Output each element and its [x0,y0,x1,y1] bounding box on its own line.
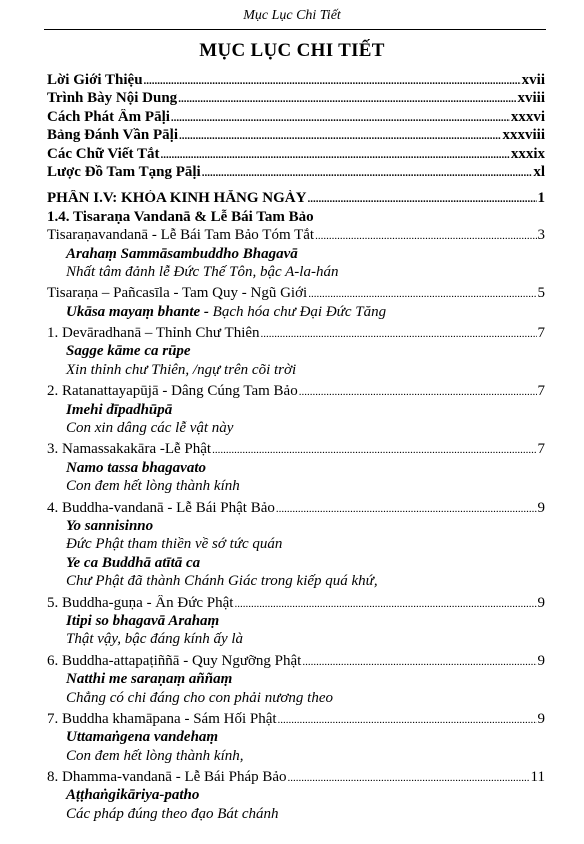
toc-front-item[interactable] [47,146,545,164]
toc-entry-label: 3. Namassakakāra -Lễ Phật [47,441,212,458]
header-rule [44,29,546,30]
toc-subentry-viet: Con xin dâng các lễ vật này [66,420,234,437]
table-of-contents [47,72,545,827]
toc-leader-dots [302,653,536,670]
toc-leader-dots [276,500,537,517]
toc-entry-page: xxxviii [502,127,545,144]
toc-entry-label: 5. Buddha-guṇa - Ân Đức Phật [47,594,234,611]
toc-entry-label: 6. Buddha-attapaṭiññā - Quy Ngưỡng Phật [47,652,302,669]
pali-text: Ukāsa mayaṃ bhante - [66,303,213,320]
toc-subentry-pali: Namo tassa bhagavato [66,459,207,476]
toc-subentry-pali: Imehi dīpadhūpā [66,401,173,418]
toc-subentry-viet: Nhất tâm đảnh lễ Đức Thế Tôn, bậc A-la-hán [66,263,339,280]
toc-entry-label: 8. Dhamma-vandanā - Lễ Bái Pháp Bảo [47,769,287,786]
toc-entry-page: 9 [537,499,545,516]
toc-entry[interactable] [47,285,545,303]
toc-front-item[interactable] [47,164,545,182]
toc-subentry-viet: Xin thỉnh chư Thiên, /ngự trên cõi trời [66,361,297,378]
toc-subentry-pali: Uttamaṅgena vandehaṃ [66,729,219,746]
toc-subentry-viet: Con đem hết lòng thành kính [66,478,240,495]
toc-leader-dots [315,227,536,244]
toc-subentry-pali: Aṭṭhaṅgikāriya-patho [66,787,200,804]
toc-entry-label: Cách Phát Âm Pāḷi [47,108,170,125]
toc-subentry-pali: Yo sannisinno [66,517,154,534]
toc-subentry-viet: Các pháp đúng theo đạo Bát chánh [66,805,279,822]
toc-entry-label: Lược Đồ Tam Tạng Pāḷi [47,163,201,180]
toc-entry-label: 7. Buddha khamāpana - Sám Hối Phật [47,710,277,727]
toc-entry-label: 4. Buddha-vandanā - Lễ Bái Phật Bảo [47,499,275,516]
toc-subentry-viet: Thật vậy, bậc đáng kính ấy là [66,631,244,648]
toc-entry[interactable] [47,227,545,245]
toc-section-heading[interactable] [47,209,545,227]
toc-subentry-viet: Đức Phật tham thiền về sớ tức quán [66,536,283,553]
toc-front-item[interactable] [47,109,545,127]
toc-leader-dots [178,90,516,107]
toc-front-item[interactable] [47,90,545,108]
toc-subentry-viet: Con đem hết lòng thành kính, [66,747,244,764]
toc-entry[interactable] [47,441,545,459]
toc-entry-label: PHẦN I.V: KHÓA KINH HẰNG NGÀY [47,190,307,207]
toc-entry[interactable] [47,769,545,787]
toc-entry-page: 7 [537,383,545,400]
running-header: Mục Lục Chi Tiết [243,8,341,23]
toc-entry-label: Tisaraṇa – Pañcasīla - Tam Quy - Ngũ Giới [47,285,308,302]
toc-leader-dots [212,441,536,458]
toc-subentry-pali: Arahaṃ Sammāsambuddho Bhagavā [66,245,298,262]
toc-entry-page: xxxix [510,145,545,162]
toc-entry-label: 2. Ratanattayapūjā - Dâng Cúng Tam Bảo [47,383,298,400]
toc-entry-label: Lời Giới Thiệu [47,72,143,88]
toc-entry-page: 3 [537,227,545,244]
toc-entry-page: 5 [537,285,545,302]
toc-entry-label: 1. Devāradhanā – Thỉnh Chư Thiên [47,325,260,342]
toc-leader-dots [171,109,510,126]
page-title: MỤC LỤC CHI TIẾT [199,40,385,61]
toc-entry[interactable] [47,383,545,401]
toc-leader-dots [307,190,536,207]
viet-text: Bạch hóa chư Đại Đức Tăng [212,303,387,320]
toc-entry[interactable] [47,500,545,518]
toc-subentry-pali: Ye ca Buddhā atītā ca [66,554,201,571]
toc-leader-dots [288,769,530,786]
toc-leader-dots [234,595,536,612]
toc-subentry-viet: Chư Phật đã thành Chánh Giác trong kiếp quá khứ, [66,573,378,590]
toc-part-heading[interactable] [47,190,545,208]
toc-entry-page: 7 [537,325,545,342]
toc-entry-page: 1 [537,190,545,207]
toc-entry-page: xviii [517,90,545,107]
toc-entry[interactable] [47,711,545,729]
toc-leader-dots [160,146,509,163]
toc-entry-page: 7 [537,441,545,458]
toc-entry-page: xvii [521,72,545,88]
toc-entry-label: Bảng Đánh Vần Pāḷi [47,127,179,144]
toc-leader-dots [308,285,536,302]
toc-front-item[interactable] [47,72,545,90]
toc-leader-dots [278,711,537,728]
toc-entry-label: Trình Bày Nội Dung [47,90,178,107]
toc-entry-label: 1.4. Tisaraṇa Vandanā & Lễ Bái Tam Bảo [47,208,314,225]
toc-entry-page: 9 [537,594,545,611]
toc-entry-page: 9 [537,652,545,669]
toc-entry-page: 11 [530,769,545,786]
toc-leader-dots [144,72,521,89]
toc-entry-list [47,227,545,827]
toc-front-item[interactable] [47,127,545,145]
toc-entry-page: xl [533,163,545,180]
toc-entry-page: xxxvi [510,108,545,125]
toc-leader-dots [261,325,537,342]
toc-subentry-pali: Natthi me saraṇaṃ aññaṃ [66,671,233,688]
toc-entry-label: Các Chữ Viết Tắt [47,145,160,162]
toc-leader-dots [299,383,537,400]
toc-subentry-pali: Itipi so bhagavā Arahaṃ [66,612,220,629]
toc-leader-dots [202,164,533,181]
toc-entry[interactable] [47,325,545,343]
toc-entry[interactable] [47,653,545,671]
toc-entry-label: Tisaraṇavandanā - Lễ Bái Tam Bảo Tóm Tắt [47,227,315,244]
toc-subentry-pali [47,304,545,322]
toc-entry-page: 9 [537,710,545,727]
toc-entry[interactable] [47,595,545,613]
toc-subentry-viet: Chẳng có chi đáng cho con phải nương theo [66,689,333,706]
front-matter-list [47,72,545,182]
toc-leader-dots [179,127,501,144]
toc-subentry-pali: Sagge kāme ca rūpe [66,343,191,360]
